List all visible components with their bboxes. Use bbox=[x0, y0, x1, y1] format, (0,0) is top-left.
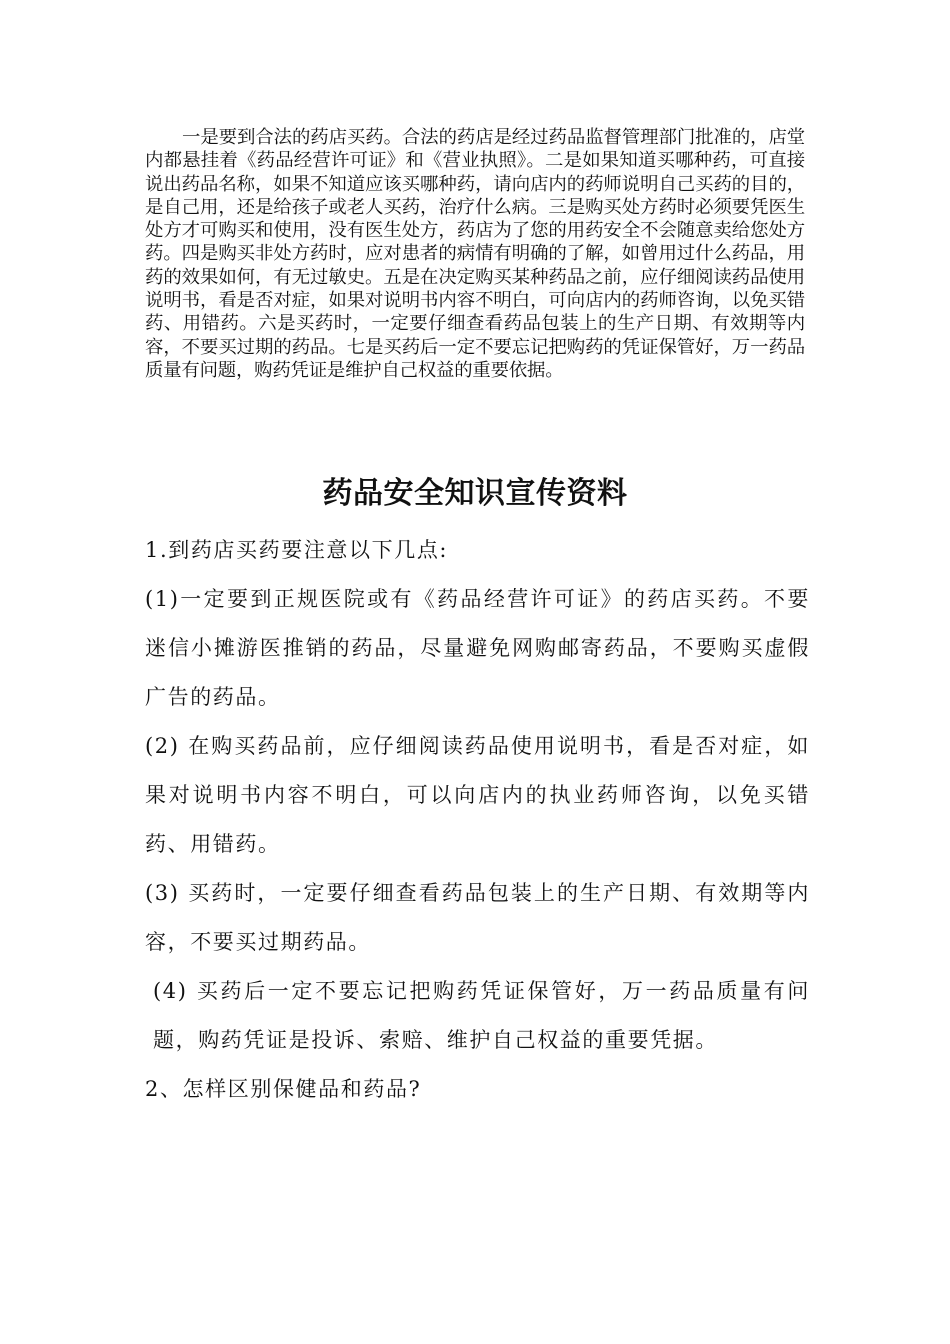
list-item-1: (1)一定要到正规医院或有《药品经营许可证》的药店买药。不要迷信小摊游医推销的药品，尽量避免网购邮寄药品，不要购买虚假广告的药品。 bbox=[145, 587, 810, 709]
document-title: 药品安全知识宣传资料 bbox=[322, 476, 628, 511]
section-2-heading: 2、怎样区别保健品和药品? bbox=[145, 1077, 422, 1101]
section-1-heading: 1.到药店买药要注意以下几点: bbox=[145, 538, 449, 562]
intro-paragraph: 一是要到合法的药店买药。合法的药店是经过药品监督管理部门批准的，店堂内都悬挂着《药品经营许可证》和《营业执照》。二是如果知道买哪种药，可直接说出药品名称，如果不知道应该买哪种药，请向店内的药师说明自己买药的目的，是自己用，还是给孩子或老人买药，治疗什么病。三是购买处方药时必须要凭医生处方才可购买和使用，没有医生处方，药店为了您的用药安全不会随意卖给您处方药。四是购买非处方药时，应对患者的病情有明确的了解，如曾用过什么药品，用药的效果如何，有无过敏史。五是在决定购买某种药品之前，应仔细阅读药品使用说明书，看是否对症，如果对说明书内容不明白，可向店内的药师咨询，以免买错药、用错药。六是买药时，一定要仔细查看药品包装上的生产日期、有效期等内容，不要买过期的药品。七是买药后一定不要忘记把购药的凭证保管好，万一药品质量有问题，购药凭证是维护自己权益的重要依据。 bbox=[145, 127, 805, 381]
list-item-3: (3) 买药时，一定要仔细查看药品包装上的生产日期、有效期等内容，不要买过期药品。 bbox=[145, 881, 810, 954]
list-item-2: (2) 在购买药品前，应仔细阅读药品使用说明书，看是否对症，如果对说明书内容不明白，可以向店内的执业药师咨询，以免买错药、用错药。 bbox=[145, 734, 810, 856]
document-body bbox=[145, 526, 810, 1114]
list-item-4: (4) 买药后一定不要忘记把购药凭证保管好，万一药品质量有问题，购药凭证是投诉、索赔、维护自己权益的重要凭据。 bbox=[153, 979, 810, 1052]
